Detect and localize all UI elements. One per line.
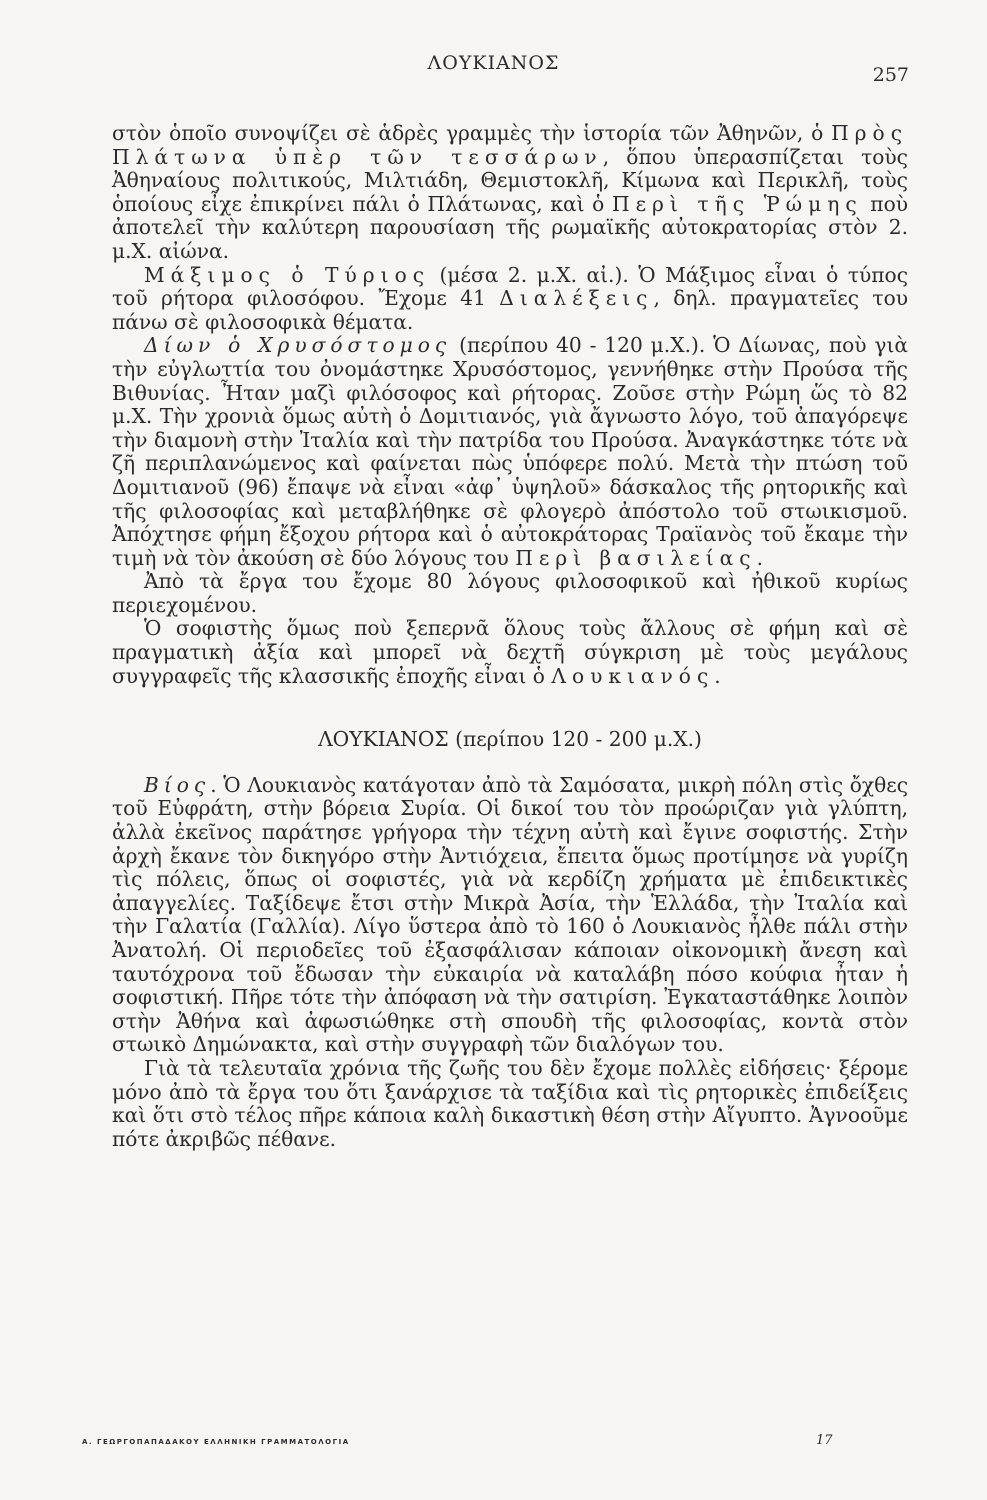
spaced-author-name: Λουκιανός (551, 663, 715, 688)
body-text (112, 122, 908, 1151)
paragraph: Γιὰ τὰ τελευταῖα χρόνια τῆς ζωῆς του δὲν ἔχομε πολλὲς εἰδήσεις· ξέρομε μόνο ἀπὸ τὰ ἔργα του ὅτι ξανάρχισε τὰ ταξίδια καὶ τὶς ρητορικὲς ἐπιδείξεις καὶ ὅτι στὸ τέλος πῆρε κάποια καλὴ δικαστικὴ θέση στὴν Αἴγυπτο. Ἀγνοοῦμε πότε ἀκριβῶς πέθανε. (112, 1055, 908, 1151)
text-run: . (714, 663, 721, 688)
paragraph (112, 617, 908, 688)
text-run: . (756, 545, 764, 570)
spaced-title: Πρὸς Πλάτωνα ὑπὲρ τῶν τεσσάρων (112, 121, 908, 169)
spaced-author-name: Μάξιμος ὁ Τύριος (144, 262, 431, 287)
paragraph (112, 122, 908, 264)
spaced-title: Περὶ βασιλείας (515, 545, 757, 570)
italic-author-name: Δίων ὁ Χρυσόστομος (144, 333, 452, 358)
paragraph (112, 774, 908, 1057)
paragraph (112, 264, 908, 335)
printer-signature-line: Α. ΓΕΩΡΓΟΠΑΠΑΔΑΚΟΥ ΕΛΛΗΝΙΚΗ ΓΡΑΜΜΑΤΟΛΟΓΙΑ (82, 1438, 350, 1446)
spaced-title: Διαλέξεις (499, 286, 654, 311)
text-run: στὸν ὁποῖο συνοψίζει σὲ ἁδρὲς γραμμὲς τὴν ἱστορία τῶν Ἀθηνῶν, ὁ (112, 121, 832, 145)
text-run: (μέσα 2. μ.Χ. αἰ.). Ὁ Μάξιμος εἶναι ὁ τύπος τοῦ ρήτορα φιλοσόφου. Ἔχομε 41 (112, 262, 908, 311)
section-heading-name: ΛΟΥΚΙΑΝΟΣ (318, 727, 449, 752)
paragraph: Ἀπὸ τὰ ἔργα του ἔχομε 80 λόγους φιλοσοφικοῦ καὶ ἠθικοῦ κυρίως περιεχομένου. (112, 569, 908, 617)
section-heading-dates: (περίπου 120 - 200 μ.Χ.) (448, 727, 702, 752)
text-run: . Ὁ Λουκιανὸς κατάγοταν ἀπὸ τὰ Σαμόσατα, μικρὴ πόλη στὶς ὄχθες τοῦ Εὐφράτη, στὴν βόρεια Συρία. Οἱ δικοί του τὸν προώριζαν γιὰ γλύπτη, ἀλλὰ ἐκεῖνος παράτησε γρήγορα τὴν τέχνη αὐτὴ καὶ ἔγινε σοφιστής. Στὴν ἀρχὴ ἔκανε τὸν δικηγόρο στὴν Ἀντιόχεια, ἔπειτα ὅμως προτίμησε νὰ γυρίζη τὶς πόλεις, ὅπως οἱ σοφιστές, γιὰ νὰ κερδίζη χρήματα μὲ ἐπιδεικτικὲς ἀπαγγελίες. Ταξίδεψε ἔτσι στὴν Μικρὰ Ἀσία, τὴν Ἑλλάδα, τὴν Ἰταλία καὶ τὴν Γαλατία (Γαλλία). Λίγο ὕστερα ἀπὸ τὸ 160 ὁ Λουκιανὸς ἦλθε πάλι στὴν Ἀνατολή. Οἱ περιοδεῖες τοῦ ἐξασφάλισαν κάποιαν οἰκονομικὴ ἄνεση καὶ ταυτόχρονα τοῦ ἔδωσαν τὴν εὐκαιρία νὰ καταλάβη πόσο κούφια ἦταν ἡ σοφιστική. Πῆρε τότε τὴν ἀπόφαση νὰ τὴν σατιρίση. Ἐγκαταστάθηκε λοιπὸν στὴν Ἀθήνα καὶ ἀφωσιώθηκε στὴ σπουδὴ τῆς φιλοσοφίας, κοντὰ στὸν στωικὸ Δημώνακτα, καὶ στὴν συγγραφὴ τῶν διαλόγων του. (112, 772, 908, 1057)
italic-subheading: Βίος (144, 772, 211, 797)
running-title: ΛΟΥΚΙΑΝΟΣ (427, 52, 560, 74)
sheet-number: 17 (816, 1433, 833, 1448)
text-run: , δηλ. πραγματεῖες του πάνω σὲ φιλοσοφικὰ θέματα. (112, 286, 908, 334)
text-run: , ὅπου ὑπερασπίζεται τοὺς Ἀθηναίους πολιτικούς, Μιλτιάδη, Θεμιστοκλῆ, Κίμωνα καὶ Περικλῆ, τοὺς ὁποίους εἶχε ἐπικρίνει πάλι ὁ Πλάτωνας, καὶ ὁ (112, 144, 908, 216)
text-run: (περίπου 40 - 120 μ.Χ.). Ὁ Δίωνας, ποὺ γιὰ τὴν εὐγλωττία του ὀνομάστηκε Χρυσόστομος, γεννήθηκε στὴν Προύσα τῆς Βιθυνίας. Ἦταν μαζὶ φιλόσοφος καὶ ρήτορας. Ζοῦσε στὴν Ρώμη ὥς τὸ 82 μ.Χ. Τὴν χρονιὰ ὅμως αὐτὴ ὁ Δομιτιανός, γιὰ ἄγνωστο λόγο, τοῦ ἀπαγόρεψε τὴν διαμονὴ στὴν Ἰταλία καὶ τὴν πατρίδα του Προύσα. Ἀναγκάστηκε τότε νὰ ζῆ περιπλανώμενος καὶ φαίνεται πὼς ὑπόφερε πολύ. Μετὰ τὴν πτώση τοῦ Δομιτιανοῦ (96) ἔπαψε νὰ εἶναι «ἀφ᾽ ὑψηλοῦ» δάσκαλος τῆς ρητορικῆς καὶ τῆς φιλοσοφίας καὶ μεταβλήθηκε σὲ φλογερὸ ἀπόστολο τοῦ στωικισμοῦ. Ἀπόχτησε φήμη ἔξοχου ρήτορα καὶ ὁ αὐτοκράτορας Τραϊανὸς τοῦ ἔκαμε τὴν τιμὴ νὰ τὸν ἀκούση σὲ δύο λόγους του (112, 333, 908, 570)
section-heading (112, 728, 908, 752)
text-run: ποὺ ἀποτελεῖ τὴν καλύτερη παρουσίαση τῆς ρωμαϊκῆς αὐτοκρατορίας στὸν 2. μ.Χ. αἰώνα. (112, 191, 908, 263)
spaced-title: Περὶ τῆς Ῥώμης (611, 191, 863, 216)
text-run: Ὁ σοφιστὴς ὅμως ποὺ ξεπερνᾶ ὅλους τοὺς ἄλλους σὲ φήμη καὶ σὲ πραγματικὴ ἀξία καὶ μπορεῖ νὰ δεχτῆ σύγκριση μὲ τοὺς μεγάλους συγγραφεῖς τῆς κλασσικῆς ἐποχῆς εἶναι ὁ (112, 616, 908, 688)
paragraph (112, 334, 908, 570)
page-number: 257 (872, 64, 909, 86)
